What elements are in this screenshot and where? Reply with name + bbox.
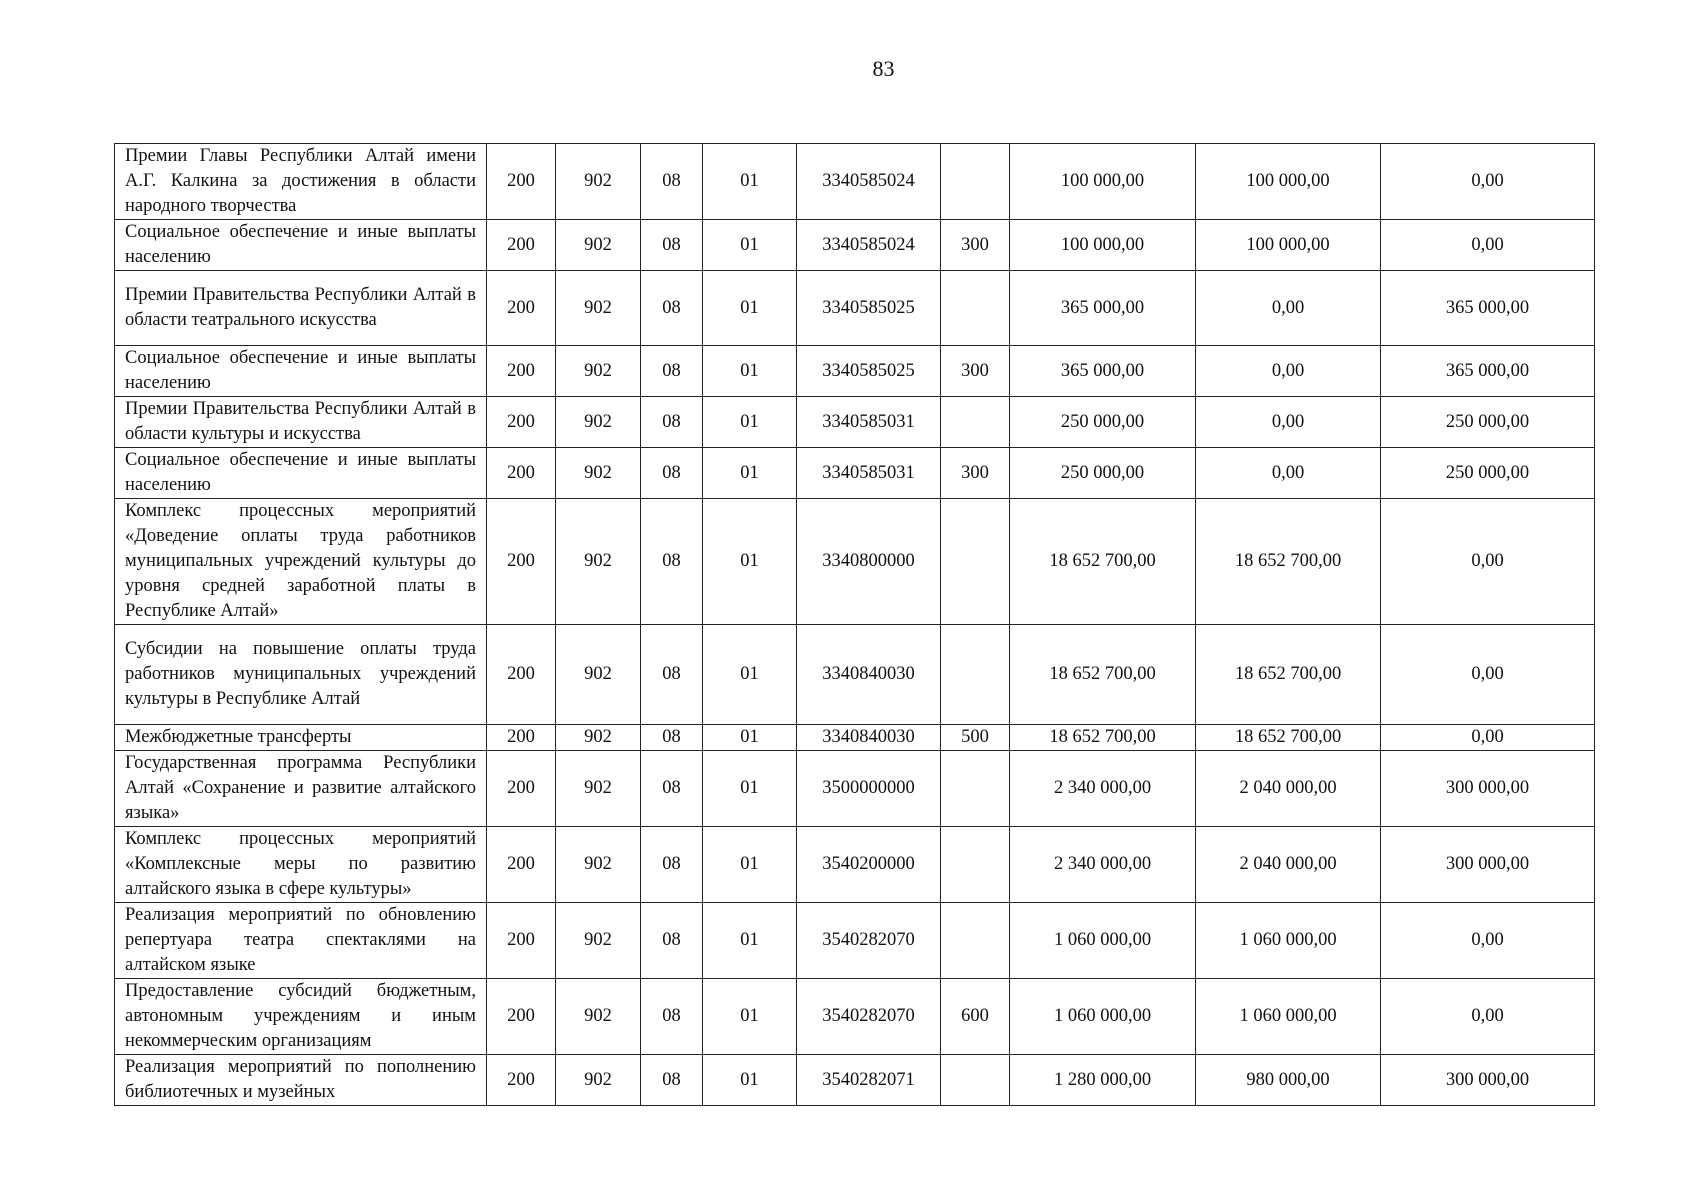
expense-type-cell: 300 [941,346,1010,397]
column-c-cell: 08 [641,751,703,827]
column-c-cell: 08 [641,448,703,499]
row-name-cell: Премии Правительства Республики Алтай в области культуры и искусства [115,397,487,448]
amount-federal-cell: 100 000,00 [1196,220,1381,271]
column-b-cell: 902 [556,625,641,725]
table-row [115,1055,1595,1106]
column-a-cell: 200 [487,751,556,827]
amount-federal-cell: 0,00 [1196,271,1381,346]
column-c-cell: 08 [641,1055,703,1106]
column-c-cell: 08 [641,903,703,979]
expense-type-cell: 600 [941,979,1010,1055]
table-row [115,903,1595,979]
amount-federal-cell: 18 652 700,00 [1196,725,1381,751]
amount-federal-cell: 980 000,00 [1196,1055,1381,1106]
column-a-cell: 200 [487,499,556,625]
table-row [115,144,1595,220]
row-name-cell: Государственная программа Республики Алтай «Сохранение и развитие алтайского языка» [115,751,487,827]
amount-total-cell: 18 652 700,00 [1010,725,1196,751]
target-code-cell: 3540282070 [797,979,941,1055]
column-b-cell: 902 [556,827,641,903]
column-d-cell: 01 [703,448,797,499]
table-row [115,346,1595,397]
amount-total-cell: 365 000,00 [1010,346,1196,397]
amount-total-cell: 2 340 000,00 [1010,827,1196,903]
budget-table [114,143,1595,1106]
target-code-cell: 3340840030 [797,625,941,725]
table-row [115,979,1595,1055]
amount-total-cell: 250 000,00 [1010,397,1196,448]
amount-federal-cell: 2 040 000,00 [1196,827,1381,903]
amount-regional-cell: 250 000,00 [1381,448,1595,499]
target-code-cell: 3340585031 [797,397,941,448]
table-row [115,751,1595,827]
column-d-cell: 01 [703,827,797,903]
target-code-cell: 3340585024 [797,220,941,271]
row-name-cell: Комплекс процессных мероприятий «Доведение оплаты труда работников муниципальных учреждений культуры до уровня средней заработной платы в Республике Алтай» [115,499,487,625]
target-code-cell: 3340800000 [797,499,941,625]
amount-regional-cell: 300 000,00 [1381,827,1595,903]
column-a-cell: 200 [487,271,556,346]
target-code-cell: 3540200000 [797,827,941,903]
expense-type-cell [941,827,1010,903]
amount-regional-cell: 0,00 [1381,144,1595,220]
table-row [115,397,1595,448]
table-body [115,144,1595,1106]
column-c-cell: 08 [641,827,703,903]
column-d-cell: 01 [703,903,797,979]
column-b-cell: 902 [556,499,641,625]
amount-total-cell: 100 000,00 [1010,220,1196,271]
column-c-cell: 08 [641,499,703,625]
amount-regional-cell: 0,00 [1381,220,1595,271]
row-name-cell: Социальное обеспечение и иные выплаты населению [115,346,487,397]
column-d-cell: 01 [703,725,797,751]
column-d-cell: 01 [703,346,797,397]
table-row [115,220,1595,271]
amount-federal-cell: 0,00 [1196,448,1381,499]
column-c-cell: 08 [641,346,703,397]
expense-type-cell [941,751,1010,827]
amount-total-cell: 2 340 000,00 [1010,751,1196,827]
column-a-cell: 200 [487,1055,556,1106]
table-row [115,499,1595,625]
expense-type-cell [941,499,1010,625]
row-name-cell: Премии Главы Республики Алтай имени А.Г. Калкина за достижения в области народного творчества [115,144,487,220]
row-name-cell: Субсидии на повышение оплаты труда работников муниципальных учреждений культуры в Республике Алтай [115,625,487,725]
column-c-cell: 08 [641,397,703,448]
column-b-cell: 902 [556,397,641,448]
expense-type-cell [941,903,1010,979]
amount-regional-cell: 0,00 [1381,903,1595,979]
amount-regional-cell: 300 000,00 [1381,1055,1595,1106]
amount-federal-cell: 0,00 [1196,397,1381,448]
expense-type-cell: 300 [941,448,1010,499]
column-b-cell: 902 [556,271,641,346]
amount-federal-cell: 1 060 000,00 [1196,979,1381,1055]
column-b-cell: 902 [556,751,641,827]
column-c-cell: 08 [641,625,703,725]
expense-type-cell [941,625,1010,725]
row-name-cell: Реализация мероприятий по обновлению репертуара театра спектаклями на алтайском языке [115,903,487,979]
amount-federal-cell: 18 652 700,00 [1196,625,1381,725]
column-a-cell: 200 [487,144,556,220]
column-a-cell: 200 [487,903,556,979]
column-a-cell: 200 [487,220,556,271]
page-number: 83 [872,56,895,81]
column-d-cell: 01 [703,1055,797,1106]
row-name-cell: Предоставление субсидий бюджетным, автономным учреждениям и иным некоммерческим организациям [115,979,487,1055]
table-row [115,271,1595,346]
target-code-cell: 3340585031 [797,448,941,499]
row-name-cell: Премии Правительства Республики Алтай в области театрального искусства [115,271,487,346]
expense-type-cell [941,271,1010,346]
column-b-cell: 902 [556,144,641,220]
target-code-cell: 3340585025 [797,346,941,397]
table-row [115,827,1595,903]
target-code-cell: 3340585025 [797,271,941,346]
amount-total-cell: 1 060 000,00 [1010,903,1196,979]
column-c-cell: 08 [641,725,703,751]
amount-regional-cell: 0,00 [1381,725,1595,751]
target-code-cell: 3540282071 [797,1055,941,1106]
amount-federal-cell: 1 060 000,00 [1196,903,1381,979]
amount-total-cell: 365 000,00 [1010,271,1196,346]
column-d-cell: 01 [703,625,797,725]
row-name-cell: Реализация мероприятий по пополнению библиотечных и музейных [115,1055,487,1106]
expense-type-cell [941,397,1010,448]
column-d-cell: 01 [703,220,797,271]
table-row [115,448,1595,499]
column-d-cell: 01 [703,499,797,625]
expense-type-cell [941,144,1010,220]
table-row [115,625,1595,725]
column-d-cell: 01 [703,397,797,448]
amount-total-cell: 1 280 000,00 [1010,1055,1196,1106]
column-b-cell: 902 [556,903,641,979]
amount-regional-cell: 0,00 [1381,979,1595,1055]
target-code-cell: 3500000000 [797,751,941,827]
row-name-cell: Комплекс процессных мероприятий «Комплексные меры по развитию алтайского языка в сфере культуры» [115,827,487,903]
amount-federal-cell: 2 040 000,00 [1196,751,1381,827]
amount-regional-cell: 0,00 [1381,625,1595,725]
column-a-cell: 200 [487,979,556,1055]
expense-type-cell: 300 [941,220,1010,271]
column-a-cell: 200 [487,725,556,751]
column-d-cell: 01 [703,144,797,220]
amount-federal-cell: 0,00 [1196,346,1381,397]
amount-federal-cell: 100 000,00 [1196,144,1381,220]
row-name-cell: Межбюджетные трансферты [115,725,487,751]
amount-regional-cell: 300 000,00 [1381,751,1595,827]
amount-total-cell: 18 652 700,00 [1010,625,1196,725]
column-d-cell: 01 [703,271,797,346]
column-b-cell: 902 [556,979,641,1055]
column-a-cell: 200 [487,827,556,903]
column-b-cell: 902 [556,220,641,271]
amount-federal-cell: 18 652 700,00 [1196,499,1381,625]
target-code-cell: 3540282070 [797,903,941,979]
expense-type-cell [941,1055,1010,1106]
column-b-cell: 902 [556,448,641,499]
amount-regional-cell: 365 000,00 [1381,271,1595,346]
target-code-cell: 3340840030 [797,725,941,751]
amount-regional-cell: 0,00 [1381,499,1595,625]
column-c-cell: 08 [641,979,703,1055]
row-name-cell: Социальное обеспечение и иные выплаты населению [115,220,487,271]
target-code-cell: 3340585024 [797,144,941,220]
expense-type-cell: 500 [941,725,1010,751]
column-c-cell: 08 [641,220,703,271]
column-b-cell: 902 [556,1055,641,1106]
column-c-cell: 08 [641,144,703,220]
column-b-cell: 902 [556,346,641,397]
amount-total-cell: 100 000,00 [1010,144,1196,220]
row-name-cell: Социальное обеспечение и иные выплаты населению [115,448,487,499]
column-b-cell: 902 [556,725,641,751]
amount-total-cell: 250 000,00 [1010,448,1196,499]
amount-total-cell: 18 652 700,00 [1010,499,1196,625]
column-a-cell: 200 [487,448,556,499]
column-a-cell: 200 [487,346,556,397]
table-row [115,725,1595,751]
amount-regional-cell: 365 000,00 [1381,346,1595,397]
column-a-cell: 200 [487,625,556,725]
column-c-cell: 08 [641,271,703,346]
column-d-cell: 01 [703,979,797,1055]
column-a-cell: 200 [487,397,556,448]
amount-total-cell: 1 060 000,00 [1010,979,1196,1055]
amount-regional-cell: 250 000,00 [1381,397,1595,448]
column-d-cell: 01 [703,751,797,827]
